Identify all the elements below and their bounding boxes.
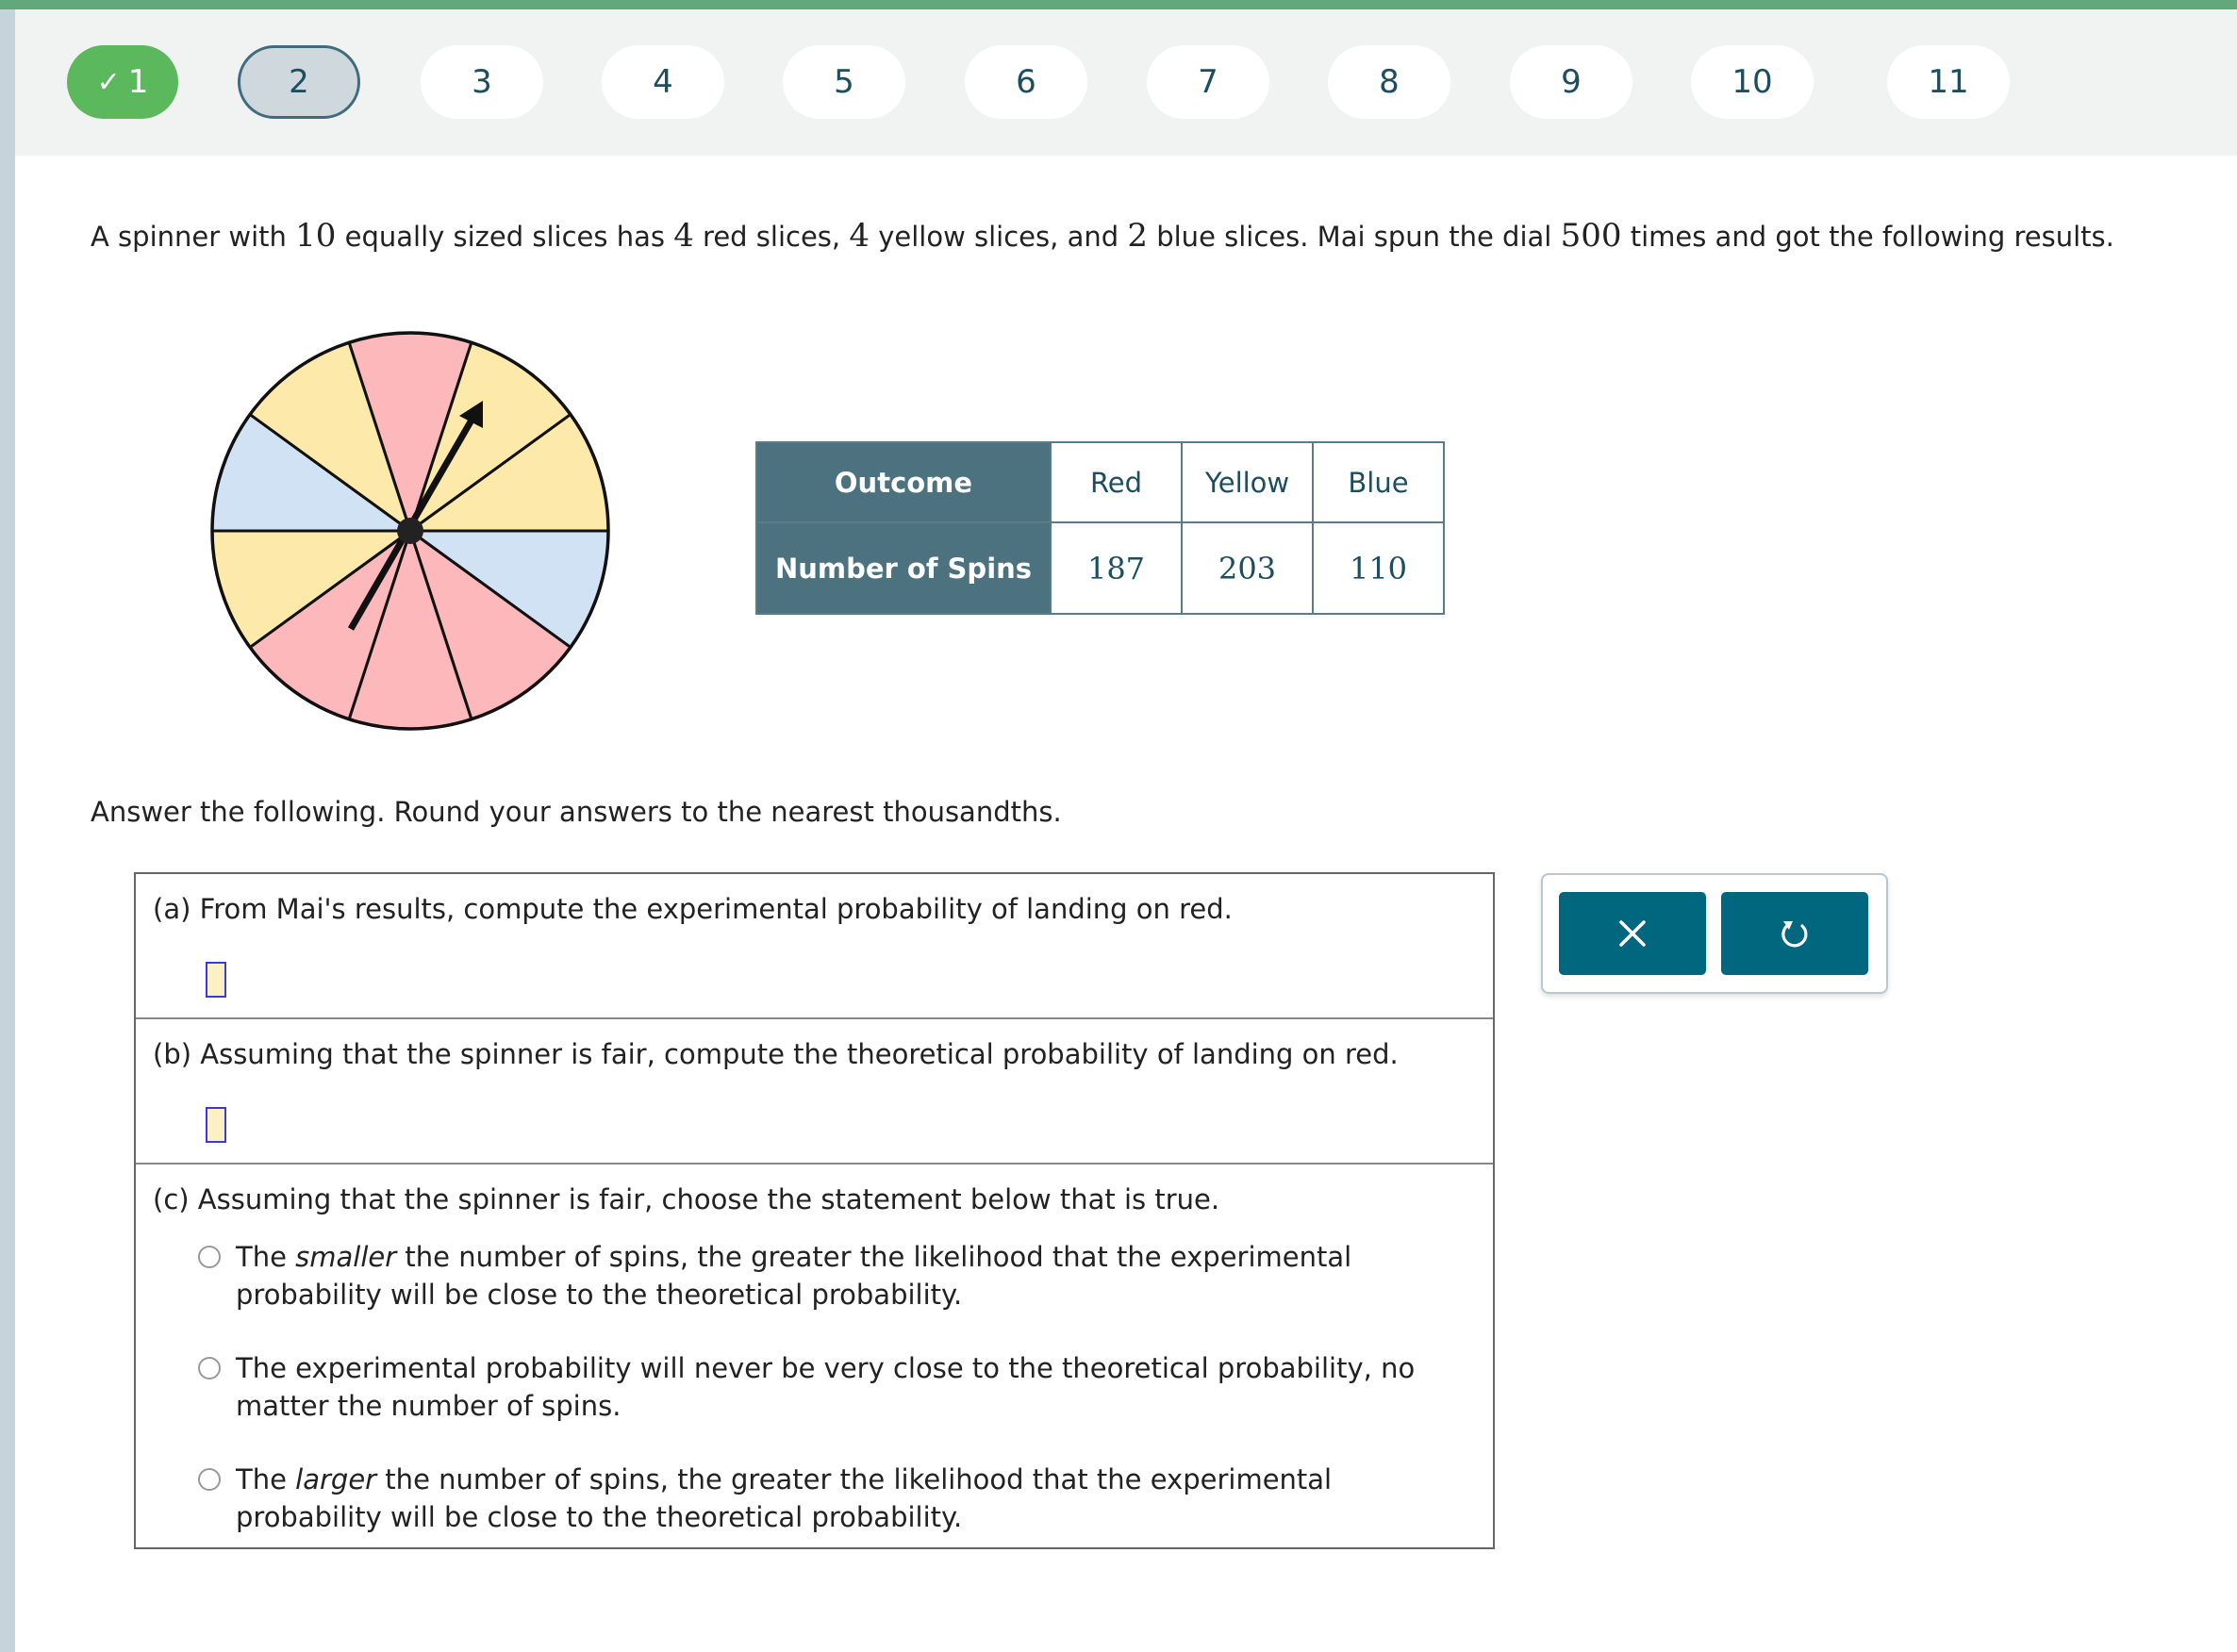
nav-question-4[interactable] <box>602 45 724 119</box>
option-emphasis: larger <box>295 1463 377 1495</box>
question-box <box>134 872 1495 1549</box>
nav-question-7[interactable] <box>1147 45 1269 119</box>
nav-label: 2 <box>289 63 309 101</box>
nav-question-5[interactable] <box>783 45 905 119</box>
left-rail <box>0 0 15 1652</box>
radio-option-2[interactable] <box>198 1357 221 1379</box>
progress-accent-bar <box>0 0 2237 9</box>
option-text: the number of spins, the greater the likelihood that the experimental probability will be close to the theoretical probability. <box>236 1463 1333 1533</box>
prompt-text: A spinner with <box>91 221 296 253</box>
nav-question-9[interactable] <box>1510 45 1632 119</box>
undo-button[interactable] <box>1721 892 1868 975</box>
spinner-diagram <box>207 328 613 734</box>
question-nav-bar <box>15 9 2237 156</box>
option-text: The experimental probability will never be very close to the theoretical probability, no matter the number of spins. <box>236 1352 1416 1422</box>
nav-label: 1 <box>127 63 149 101</box>
prompt-number: 10 <box>295 217 337 255</box>
close-icon <box>1616 917 1649 950</box>
problem-statement <box>91 215 2203 257</box>
nav-label: 11 <box>1928 63 1969 101</box>
outcome-blue: Blue <box>1313 442 1444 522</box>
prompt-text: blue slices. Mai spun the dial <box>1148 221 1561 253</box>
checkmark-icon: ✓ <box>96 65 121 99</box>
answer-input-a[interactable] <box>206 962 226 998</box>
prompt-text: yellow slices, and <box>870 221 1128 253</box>
spins-blue: 110 <box>1313 522 1444 614</box>
question-b <box>136 1019 1493 1165</box>
option-2-text <box>236 1349 1481 1425</box>
option-text: The <box>236 1463 296 1495</box>
nav-question-11[interactable] <box>1887 45 2010 119</box>
question-a-text: (a) From Mai's results, compute the experimental probability of landing on red. <box>153 893 1233 925</box>
prompt-text: red slices, <box>693 221 850 253</box>
nav-label: 6 <box>1016 63 1036 101</box>
prompt-number: 500 <box>1560 217 1622 255</box>
nav-question-8[interactable] <box>1328 45 1450 119</box>
nav-label: 9 <box>1561 63 1582 101</box>
results-table <box>755 441 1445 615</box>
answer-tools-panel <box>1541 873 1888 994</box>
option-text: The <box>236 1241 296 1273</box>
radio-option-3[interactable] <box>198 1468 221 1491</box>
nav-question-1[interactable] <box>67 45 178 119</box>
answer-input-b[interactable] <box>206 1107 226 1143</box>
nav-question-6[interactable] <box>965 45 1087 119</box>
outcome-yellow: Yellow <box>1182 442 1313 522</box>
nav-question-10[interactable] <box>1691 45 1814 119</box>
radio-option-1[interactable] <box>198 1246 221 1268</box>
nav-label: 7 <box>1198 63 1218 101</box>
nav-label: 10 <box>1732 63 1773 101</box>
nav-question-2[interactable] <box>238 45 360 119</box>
question-c-text: (c) Assuming that the spinner is fair, choose the statement below that is true. <box>153 1183 1220 1215</box>
question-a <box>136 874 1493 1019</box>
option-1-text <box>236 1238 1481 1313</box>
option-3-text <box>236 1461 1481 1536</box>
nav-label: 3 <box>472 63 492 101</box>
question-b-text: (b) Assuming that the spinner is fair, compute the theoretical probability of landing on red. <box>153 1038 1399 1070</box>
prompt-number: 2 <box>1127 217 1148 255</box>
option-text: the number of spins, the greater the likelihood that the experimental probability will be close to the theoretical probability. <box>236 1241 1352 1311</box>
option-emphasis: smaller <box>295 1241 397 1273</box>
question-c <box>136 1165 1493 1549</box>
instructions: Answer the following. Round your answers to the nearest thousandths. <box>91 796 1062 828</box>
nav-question-3[interactable] <box>421 45 543 119</box>
spins-yellow: 203 <box>1182 522 1313 614</box>
prompt-text: times and got the following results. <box>1621 221 2114 253</box>
nav-label: 5 <box>834 63 854 101</box>
prompt-number: 4 <box>849 217 870 255</box>
spinner-hub <box>397 518 423 544</box>
row-header-outcome: Outcome <box>756 442 1051 522</box>
nav-label: 8 <box>1379 63 1400 101</box>
prompt-text: equally sized slices has <box>336 221 674 253</box>
prompt-number: 4 <box>673 217 694 255</box>
row-header-spins: Number of Spins <box>756 522 1051 614</box>
nav-label: 4 <box>653 63 673 101</box>
spins-red: 187 <box>1051 522 1182 614</box>
outcome-red: Red <box>1051 442 1182 522</box>
clear-button[interactable] <box>1559 892 1706 975</box>
undo-icon <box>1778 917 1812 950</box>
